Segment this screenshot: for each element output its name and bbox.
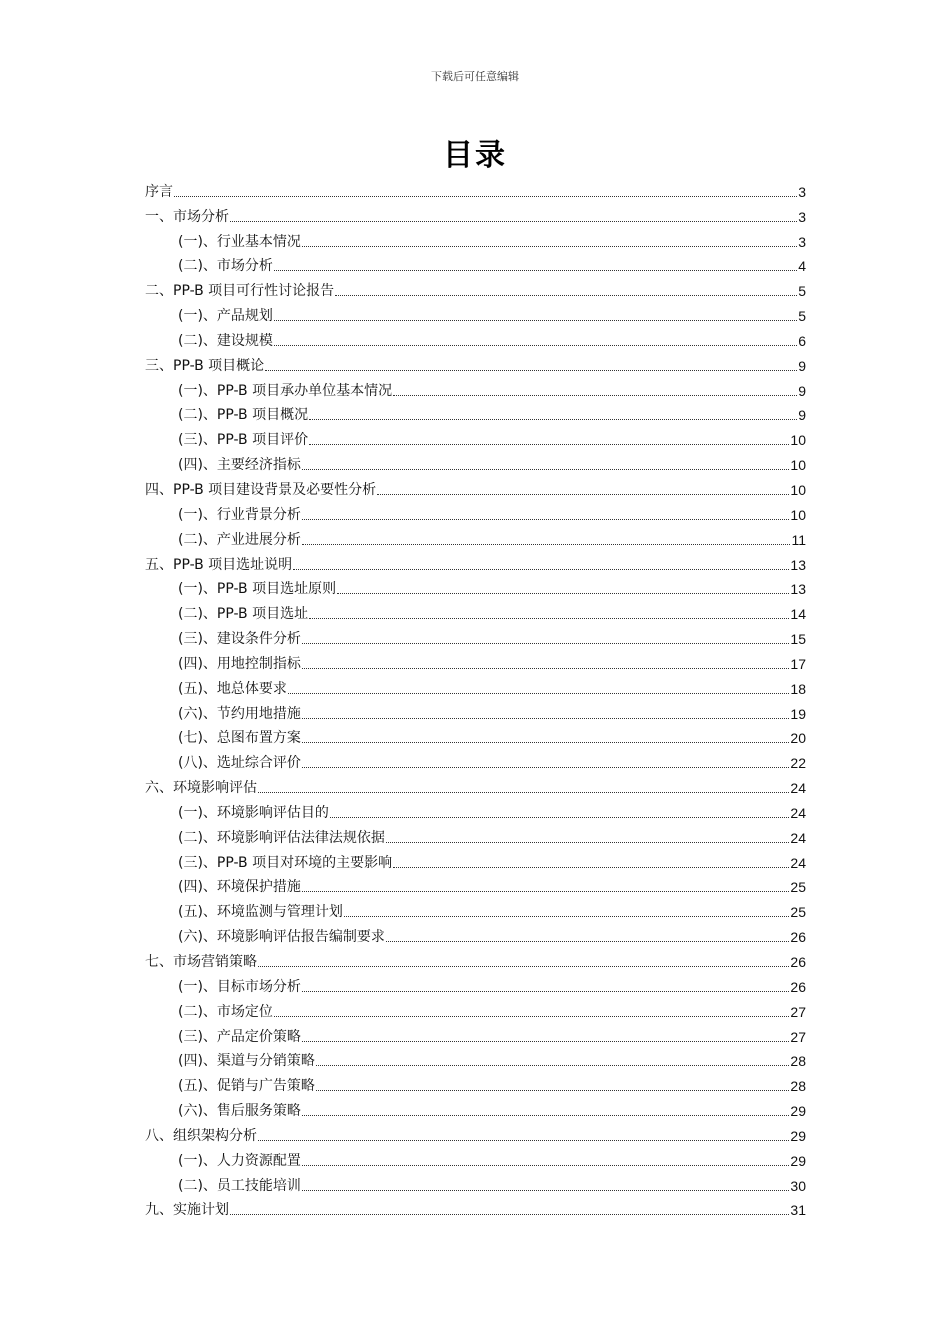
toc-entry-page: 17 — [790, 655, 806, 672]
toc-entry[interactable] — [145, 1195, 806, 1220]
toc-entry[interactable] — [145, 946, 806, 971]
dot-leader — [309, 618, 789, 619]
toc-entry-page: 10 — [790, 481, 806, 498]
toc-entry-label: (六)、节约用地措施 — [178, 705, 301, 722]
toc-entry-page: 5 — [798, 283, 806, 300]
toc-title: 目录 — [443, 138, 507, 173]
toc-entry[interactable] — [145, 822, 806, 847]
toc-entry-label: (二)、员工技能培训 — [178, 1177, 301, 1194]
toc-entry-page: 30 — [790, 1177, 806, 1194]
toc-entry[interactable] — [145, 723, 806, 748]
toc-entry-page: 9 — [798, 407, 806, 424]
toc-entry[interactable] — [145, 424, 806, 449]
dot-leader — [302, 544, 791, 545]
toc-entry-page: 24 — [790, 804, 806, 821]
toc-entry-label: 五、PP-B 项目选址说明 — [145, 556, 293, 573]
toc-entry-label: (六)、售后服务策略 — [178, 1103, 301, 1120]
dot-leader — [230, 221, 797, 222]
dot-leader — [302, 742, 789, 743]
toc-entry-label: (三)、PP-B 项目评价 — [178, 432, 309, 449]
toc-entry-page: 13 — [790, 556, 806, 573]
toc-entry[interactable] — [145, 971, 806, 996]
toc-entry[interactable] — [145, 847, 806, 872]
dot-leader — [386, 941, 789, 942]
toc-entry-page: 19 — [790, 705, 806, 722]
toc-entry-label: (三)、建设条件分析 — [178, 631, 301, 648]
toc-entry[interactable] — [145, 325, 806, 350]
dot-leader — [316, 1090, 789, 1091]
toc-entry-label: (五)、促销与广告策略 — [178, 1078, 315, 1095]
toc-entry[interactable] — [145, 226, 806, 251]
dot-leader — [393, 395, 797, 396]
dot-leader — [302, 718, 789, 719]
toc-entry[interactable] — [145, 474, 806, 499]
header-note: 下载后可任意编辑 — [431, 70, 519, 83]
toc-entry-label: (二)、市场定位 — [178, 1003, 273, 1020]
toc-entry[interactable] — [145, 797, 806, 822]
toc-entry-page: 24 — [790, 829, 806, 846]
toc-entry-page: 29 — [790, 1127, 806, 1144]
toc-entry-page: 10 — [790, 432, 806, 449]
toc-entry-page: 3 — [798, 233, 806, 250]
dot-leader — [258, 1140, 789, 1141]
toc-entry-page: 13 — [790, 581, 806, 598]
toc-entry[interactable] — [145, 201, 806, 226]
toc-entry-label: 一、市场分析 — [145, 208, 229, 225]
toc-entry-page: 26 — [790, 929, 806, 946]
dot-leader — [302, 668, 789, 669]
toc-entry[interactable] — [145, 1046, 806, 1071]
toc-entry-label: (二)、产业进展分析 — [178, 531, 301, 548]
dot-leader — [302, 1115, 789, 1116]
dot-leader — [302, 246, 797, 247]
toc-entry-label: (四)、用地控制指标 — [178, 655, 301, 672]
toc-entry-page: 27 — [790, 1028, 806, 1045]
dot-leader — [316, 1065, 789, 1066]
toc-entry-page: 25 — [790, 879, 806, 896]
toc-entry-label: (三)、产品定价策略 — [178, 1028, 301, 1045]
toc-entry[interactable] — [145, 275, 806, 300]
toc-entry-label: (一)、行业基本情况 — [178, 233, 301, 250]
toc-entry-page: 22 — [790, 755, 806, 772]
toc-entry-label: (四)、环境保护措施 — [178, 879, 301, 896]
dot-leader — [302, 1190, 789, 1191]
toc-entry-label: (二)、建设规模 — [178, 332, 273, 349]
dot-leader — [302, 1165, 789, 1166]
toc-entry-label: 四、PP-B 项目建设背景及必要性分析 — [145, 481, 377, 498]
toc-entry[interactable] — [145, 375, 806, 400]
toc-entry-label: (一)、环境影响评估目的 — [178, 804, 329, 821]
toc-entry-page: 15 — [790, 631, 806, 648]
toc-entry-label: 序言 — [145, 183, 173, 200]
dot-leader — [302, 469, 789, 470]
toc-entry-page: 31 — [790, 1202, 806, 1219]
toc-entry-label: (一)、PP-B 项目承办单位基本情况 — [178, 382, 393, 399]
toc-entry[interactable] — [145, 698, 806, 723]
dot-leader — [302, 891, 789, 892]
toc-entry[interactable] — [145, 673, 806, 698]
toc-entry-label: 九、实施计划 — [145, 1202, 229, 1219]
toc-entry-page: 29 — [790, 1103, 806, 1120]
toc-entry-page: 28 — [790, 1078, 806, 1095]
dot-leader — [274, 270, 797, 271]
dot-leader — [274, 1016, 789, 1017]
toc-entry[interactable] — [145, 872, 806, 897]
dot-leader — [258, 966, 789, 967]
toc-entry[interactable] — [145, 176, 806, 201]
dot-leader — [230, 1214, 789, 1215]
toc-entry-label: (一)、行业背景分析 — [178, 506, 301, 523]
toc-entry-label: (七)、总图布置方案 — [178, 730, 301, 747]
toc-entry[interactable] — [145, 772, 806, 797]
toc-entry-label: (二)、市场分析 — [178, 258, 273, 275]
toc-entry-label: (二)、环境影响评估法律法规依据 — [178, 829, 385, 846]
toc-entry-label: (一)、目标市场分析 — [178, 978, 301, 995]
dot-leader — [302, 767, 789, 768]
toc-entry-label: (二)、PP-B 项目概况 — [178, 407, 309, 424]
toc-entry-page: 11 — [791, 531, 806, 548]
dot-leader — [330, 817, 789, 818]
toc-entry[interactable] — [145, 623, 806, 648]
toc-entry-label: (一)、产品规划 — [178, 308, 273, 325]
toc-entry-page: 9 — [798, 382, 806, 399]
toc-entry-page: 4 — [798, 258, 806, 275]
toc-entry-label: 六、环境影响评估 — [145, 780, 257, 797]
toc-entry[interactable] — [145, 574, 806, 599]
toc-entry[interactable] — [145, 1021, 806, 1046]
toc-entry[interactable] — [145, 400, 806, 425]
toc-entry-label: (二)、PP-B 项目选址 — [178, 606, 309, 623]
toc-entry[interactable] — [145, 350, 806, 375]
dot-leader — [274, 345, 797, 346]
dot-leader — [393, 867, 789, 868]
toc-entry[interactable] — [145, 896, 806, 921]
toc-entry-page: 3 — [798, 183, 806, 200]
toc-entry-label: 三、PP-B 项目概论 — [145, 357, 265, 374]
dot-leader — [386, 842, 789, 843]
toc-entry-page: 26 — [790, 954, 806, 970]
toc-entry-label: (四)、渠道与分销策略 — [178, 1053, 315, 1070]
dot-leader — [309, 419, 797, 420]
toc-entry-label: (一)、人力资源配置 — [178, 1152, 301, 1169]
toc-entry-page: 18 — [790, 680, 806, 697]
toc-entry-page: 24 — [790, 854, 806, 871]
toc-entry-page: 10 — [790, 506, 806, 523]
toc-entry[interactable] — [145, 549, 806, 574]
toc-entry-label: 八、组织架构分析 — [145, 1127, 257, 1144]
toc-entry-page: 5 — [798, 308, 806, 325]
dot-leader — [265, 370, 797, 371]
toc-entry-label: (四)、主要经济指标 — [178, 457, 301, 474]
toc-entry[interactable] — [145, 449, 806, 474]
toc-entry[interactable] — [145, 598, 806, 623]
toc-entry[interactable] — [145, 251, 806, 276]
toc-entry-page: 10 — [790, 457, 806, 474]
dot-leader — [174, 196, 797, 197]
toc-entry-label: (三)、PP-B 项目对环境的主要影响 — [178, 854, 393, 871]
dot-leader — [288, 693, 789, 694]
toc-entry-page: 14 — [790, 606, 806, 623]
toc-entry[interactable] — [145, 1145, 806, 1170]
toc-entry-page: 28 — [790, 1053, 806, 1070]
toc-entry-page: 29 — [790, 1152, 806, 1169]
toc-entry-label: (八)、选址综合评价 — [178, 755, 301, 772]
toc-entry-page: 6 — [798, 332, 806, 349]
toc-entry[interactable] — [145, 524, 806, 549]
toc-entry-label: 七、市场营销策略 — [145, 954, 257, 970]
dot-leader — [337, 593, 789, 594]
toc-entry[interactable] — [145, 747, 806, 772]
toc-entry-page: 27 — [790, 1003, 806, 1020]
dot-leader — [293, 569, 789, 570]
dot-leader — [377, 494, 789, 495]
toc-entry-page: 9 — [798, 357, 806, 374]
toc-entry[interactable] — [145, 996, 806, 1021]
toc-entry-label: (五)、地总体要求 — [178, 680, 287, 697]
dot-leader — [309, 444, 789, 445]
toc-entry[interactable] — [145, 1095, 806, 1120]
dot-leader — [344, 916, 789, 917]
toc-entry-page: 25 — [790, 904, 806, 921]
toc-list — [145, 176, 806, 1219]
toc-entry[interactable] — [145, 648, 806, 673]
toc-entry-label: (一)、PP-B 项目选址原则 — [178, 581, 337, 598]
dot-leader — [258, 792, 789, 793]
toc-entry-page: 3 — [798, 208, 806, 225]
toc-entry[interactable] — [145, 300, 806, 325]
toc-entry-label: (五)、环境监测与管理计划 — [178, 904, 343, 921]
toc-entry-label: 二、PP-B 项目可行性讨论报告 — [145, 283, 335, 300]
dot-leader — [302, 1041, 789, 1042]
toc-entry[interactable] — [145, 1120, 806, 1145]
toc-entry-page: 24 — [790, 780, 806, 797]
toc-entry[interactable] — [145, 1070, 806, 1095]
toc-entry[interactable] — [145, 499, 806, 524]
toc-entry-page: 26 — [790, 978, 806, 995]
dot-leader — [302, 991, 789, 992]
dot-leader — [302, 519, 789, 520]
dot-leader — [302, 643, 789, 644]
toc-entry[interactable] — [145, 921, 806, 946]
toc-entry-label: (六)、环境影响评估报告编制要求 — [178, 929, 385, 946]
toc-entry-page: 20 — [790, 730, 806, 747]
toc-entry[interactable] — [145, 1170, 806, 1195]
dot-leader — [274, 320, 797, 321]
dot-leader — [335, 295, 797, 296]
